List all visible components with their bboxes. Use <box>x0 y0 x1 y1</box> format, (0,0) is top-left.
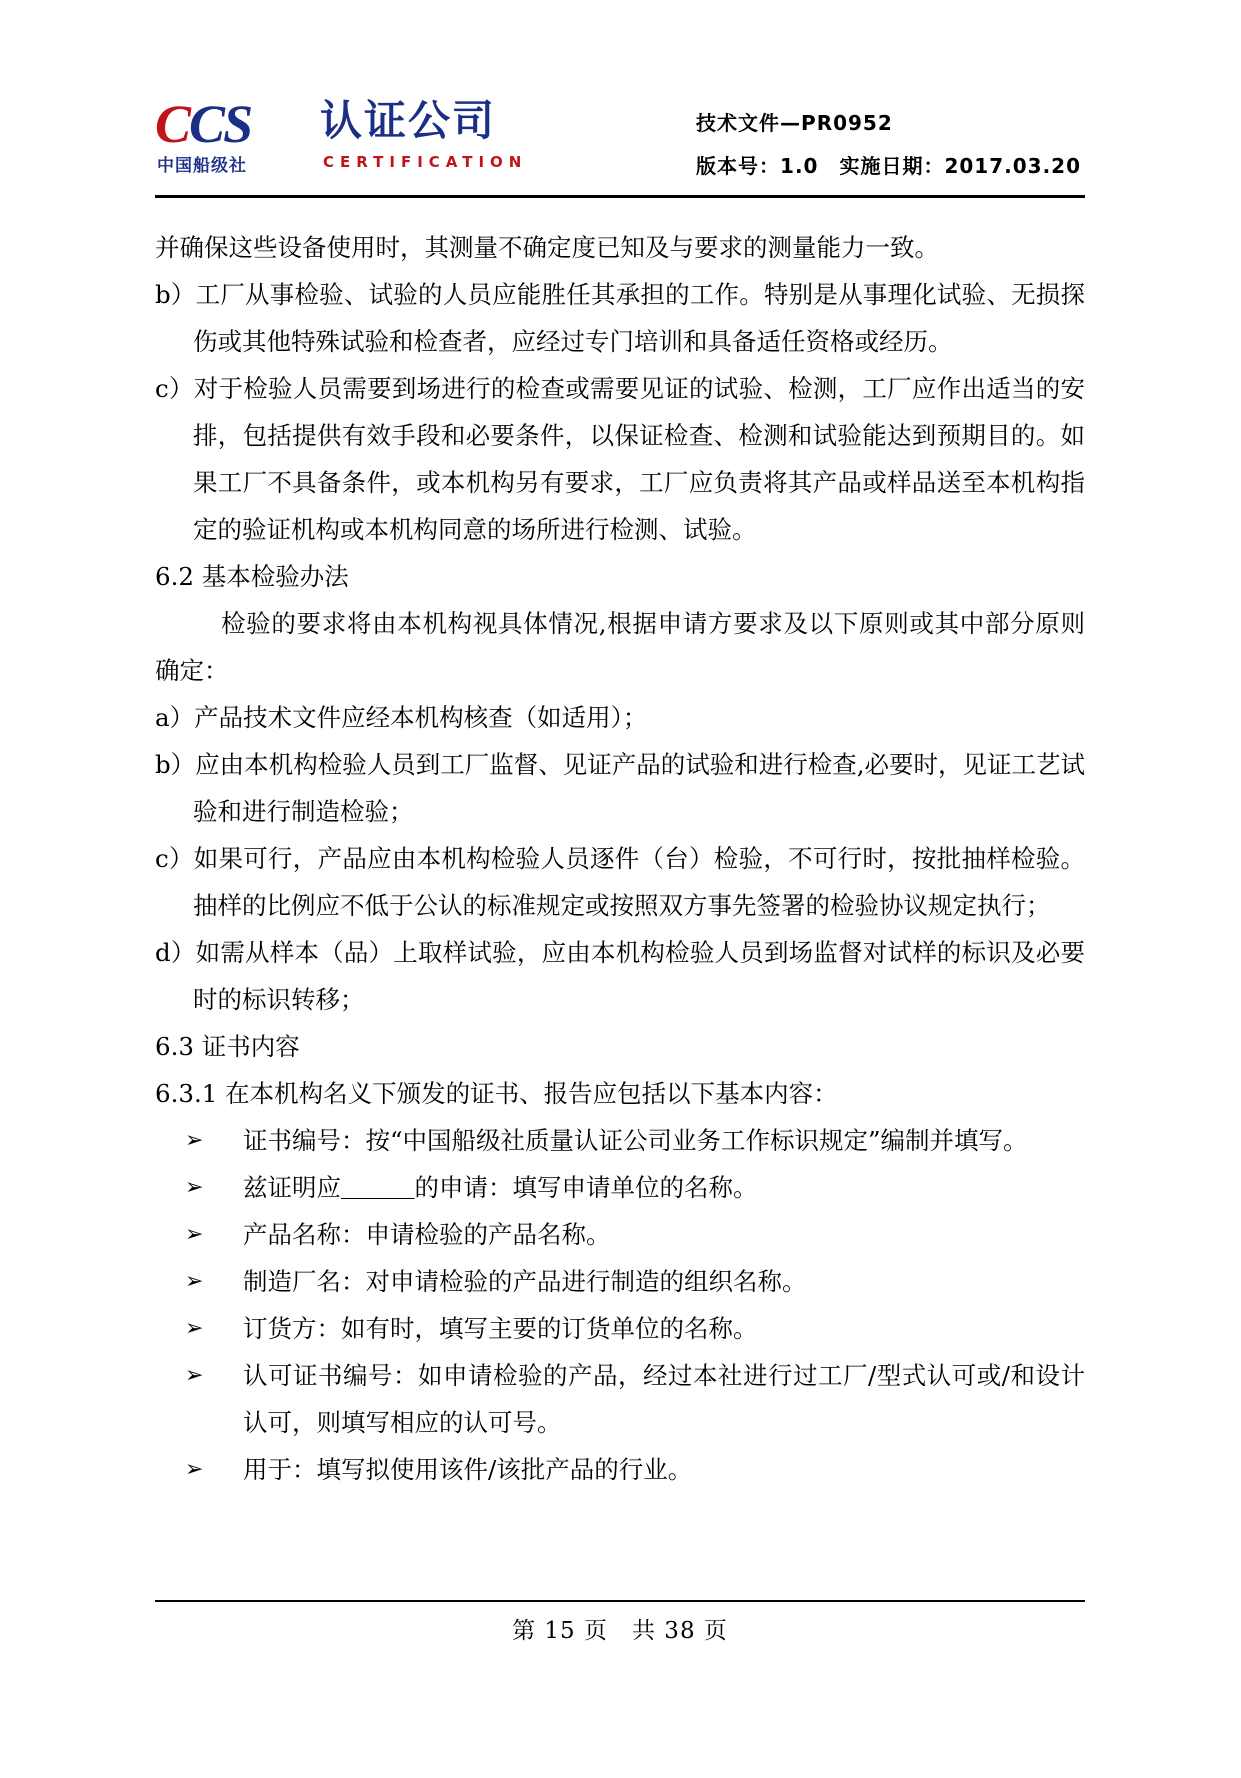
page-number: 第 15 页 共 38 页 <box>512 1618 728 1644</box>
list-item-text: 用于：填写拟使用该件/该批产品的行业。 <box>243 1455 693 1484</box>
list-item <box>155 1258 1085 1305</box>
list-item-text: 制造厂名：对申请检验的产品进行制造的组织名称。 <box>243 1267 807 1296</box>
doc-version-date: 版本号：1.0 实施日期：2017.03.20 <box>696 154 1081 178</box>
header-doc-info <box>696 95 1081 179</box>
document-body <box>155 224 1085 1493</box>
page-content <box>155 95 1085 1493</box>
list-item <box>155 1211 1085 1258</box>
list-item <box>155 1305 1085 1352</box>
paragraph-6-2-intro: 检验的要求将由本机构视具体情况,根据申请方要求及以下原则或其中部分原则确定： <box>155 609 1085 685</box>
ccs-logo <box>155 94 528 176</box>
paragraph-6-2-item-c: c）如果可行，产品应由本机构检验人员逐件（台）检验，不可行时，按批抽样检验。抽样的比例应不低于公认的标准规定或按照双方事先签署的检验协议规定执行； <box>155 844 1085 920</box>
list-item <box>155 1352 1085 1446</box>
paragraph-item-c: c）对于检验人员需要到场进行的检查或需要见证的试验、检测，工厂应作出适当的安排，包括提供有效手段和必要条件，以保证检查、检测和试验能达到预期目的。如果工厂不具备条件，或本机构另有要求，工厂应负责将其产品或样品送至本机构指定的验证机构或本机构同意的场所进行检测、试验。 <box>155 374 1085 544</box>
arrow-bullet-icon: ➢ <box>185 1316 204 1341</box>
list-item-text: 证书编号：按“中国船级社质量认证公司业务工作标识规定”编制并填写。 <box>243 1126 1028 1155</box>
paragraph-6-2-item-b: b）应由本机构检验人员到工厂监督、见证产品的试验和进行检查,必要时，见证工艺试验和进行制造检验； <box>155 750 1085 826</box>
paragraph-item-b: b）工厂从事检验、试验的人员应能胜任其承担的工作。特别是从事理化试验、无损探伤或其他特殊试验和检查者，应经过专门培训和具备适任资格或经历。 <box>155 280 1085 356</box>
arrow-bullet-icon: ➢ <box>185 1457 204 1482</box>
page-footer <box>155 1600 1085 1645</box>
doc-code: 技术文件—PR0952 <box>696 111 893 135</box>
arrow-bullet-icon: ➢ <box>185 1222 204 1247</box>
list-item-text: 认可证书编号：如申请检验的产品，经过本社进行过工厂/型式认可或/和设计认可，则填写相应的认可号。 <box>243 1361 1085 1437</box>
logo-ccs-text: CCS <box>155 94 252 154</box>
heading-6-2: 6.2 基本检验办法 <box>155 562 349 591</box>
paragraph-6-2-item-a: a）产品技术文件应经本机构核查（如适用）； <box>155 703 648 732</box>
heading-6-3-1: 6.3.1 在本机构名义下颁发的证书、报告应包括以下基本内容： <box>155 1079 838 1108</box>
list-item-text: 兹证明应＿＿＿的申请：填写申请单位的名称。 <box>243 1173 758 1202</box>
page-header <box>155 95 1085 187</box>
paragraph-continuation: 并确保这些设备使用时，其测量不确定度已知及与要求的测量能力一致。 <box>155 233 939 262</box>
arrow-bullet-icon: ➢ <box>185 1175 204 1200</box>
arrow-bullet-icon: ➢ <box>185 1363 204 1388</box>
certificate-content-list <box>155 1117 1085 1493</box>
list-item-text: 产品名称：申请检验的产品名称。 <box>243 1220 611 1249</box>
list-item <box>155 1164 1085 1211</box>
logo-chinese-name: 认证公司 <box>320 96 497 145</box>
list-item-text: 订货方：如有时，填写主要的订货单位的名称。 <box>243 1314 758 1343</box>
header-divider <box>155 195 1085 198</box>
paragraph-6-2-item-d: d）如需从样本（品）上取样试验，应由本机构检验人员到场监督对试样的标识及必要时的标识转移； <box>155 938 1085 1014</box>
list-item <box>155 1117 1085 1164</box>
heading-6-3: 6.3 证书内容 <box>155 1032 300 1061</box>
list-item <box>155 1446 1085 1493</box>
logo-chinese-org: 中国船级社 <box>157 156 247 176</box>
logo-certification-text: CERTIFICATION <box>323 153 528 171</box>
arrow-bullet-icon: ➢ <box>185 1269 204 1294</box>
arrow-bullet-icon: ➢ <box>185 1128 204 1153</box>
